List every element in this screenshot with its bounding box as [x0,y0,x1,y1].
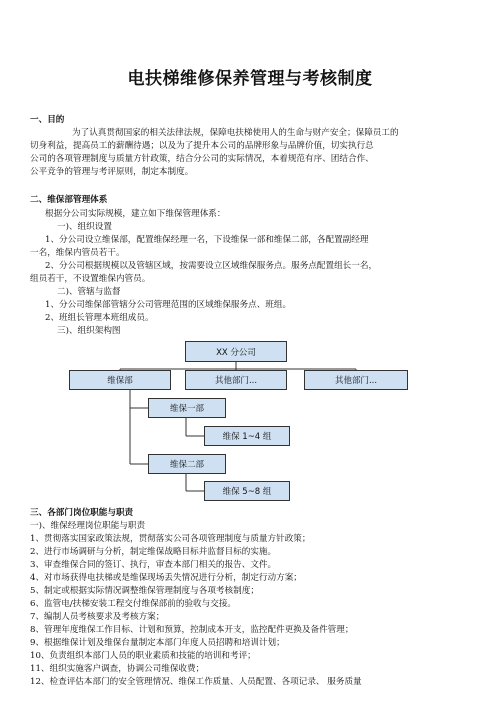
section-2-line: 2、班组长管理本班组成员。 [45,313,154,323]
document-title: 电扶梯维修保养管理与考核制度 [127,69,373,89]
section-1-line: 为了认真贯彻国家的相关法律法规，保障电扶梯使用人的生命与财产安全；保障员工的 [72,128,399,138]
section-1-line: 切身利益，提高员工的薪酬待遇；以及为了提升本公司的品牌形象与品牌价值，切实执行总 [30,141,374,151]
section-2-subheading: 三)、组织架构图 [57,326,121,336]
section-3-line: 11、组织实施客户调查，协调公司维保收费； [30,664,205,674]
section-3-subheading: 一)、维保经理岗位职能与职责 [30,521,146,531]
section-2-subheading: 一)、组织设置 [57,222,112,232]
section-2-subheading: 二)、管辖与监督 [57,287,121,297]
section-3-heading: 三、各部门岗位职能与职责 [30,508,134,518]
section-2-line: 1、分公司设立维保部，配置维保经理一名，下设维保一部和维保二部，各配置副经理 [45,235,369,245]
org-node-other-dept: 其他部门... [304,370,408,390]
org-node-maintenance-division-1: 维保一部 [148,398,226,418]
section-3-line: 6、监管电/扶梯安装工程交付维保部前的验收与交接。 [30,599,237,609]
section-2-line: 一名，维保内管员若干。 [30,248,125,258]
section-3-line: 1、贯彻落实国家政策法规，贯彻落实公司各项管理制度与质量方针政策； [30,534,311,544]
section-3-line: 10、负责组织本部门人员的职业素质和技能的培训和考评； [30,651,256,661]
org-node-maintenance-groups-1-4: 维保 1~4 组 [204,426,290,446]
org-node-maintenance-division-2: 维保二部 [148,454,226,474]
section-3-line: 12、检查评估本部门的安全管理情况、维保工作质量、人员配置、各项记录、 服务质量 [30,677,362,687]
org-node-company: XX 分公司 [185,341,287,362]
section-2-line: 1、分公司维保部管辖分公司管理范围的区域维保服务点、班组。 [45,300,292,310]
section-2-heading: 二、维保部管理体系 [30,195,108,205]
section-3-line: 9、根据维保计划及维保台量制定本部门年度人员招聘和培训计划； [30,638,285,648]
section-3-line: 2、进行市场调研与分析，制定维保战略目标并监督目标的实施。 [30,547,277,557]
section-3-line: 3、审查维保合同的签订、执行，审查本部门相关的报告、文件。 [30,560,277,570]
section-3-line: 4、对市场获得电扶梯或是维保现场丢失情况进行分析，制定行动方案； [30,573,302,583]
section-3-line: 5、制定或根据实际情况调整维保管理制度与各项考核制度； [30,586,259,596]
section-3-line: 8、管理年度维保工作目标、计划和预算，控制成本开支，监控配件更换及备件管理； [30,625,354,635]
org-node-maintenance-dept: 维保部 [69,370,171,390]
org-node-other-dept: 其他部门... [185,370,287,390]
section-3-line: 7、编制人员考核要求及考核方案； [30,612,165,622]
section-2-line: 根据分公司实际规模，建立如下维保管理体系： [45,209,226,219]
section-1-heading: 一、目的 [30,115,65,125]
section-1-line: 公司的各项管理制度与质量方针政策，结合分公司的实际情况，本着规范有序、团结合作、 [30,154,374,164]
section-2-line: 组员若干，不设置维保内管员。 [30,274,151,284]
section-1-line: 公平竞争的管理与考评原则，制定本制度。 [30,167,194,177]
section-2-line: 2、分公司根据规模以及管辖区域，按需要设立区域维保服务点。服务点配置组长一名， [45,261,378,271]
org-node-maintenance-groups-5-8: 维保 5~8 组 [204,481,290,501]
